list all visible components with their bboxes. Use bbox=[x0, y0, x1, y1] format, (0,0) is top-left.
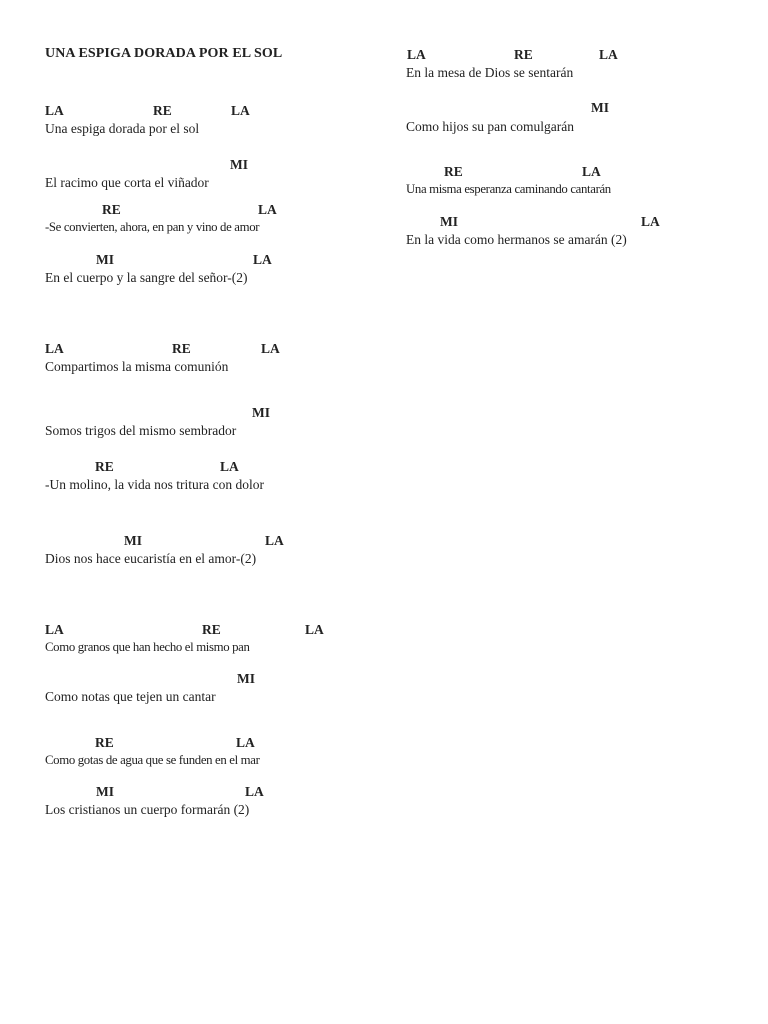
chord: LA bbox=[305, 622, 324, 637]
lyric-line: Una espiga dorada por el sol bbox=[45, 121, 200, 136]
chord: MI bbox=[591, 100, 609, 115]
chord: LA bbox=[258, 202, 277, 217]
chord: LA bbox=[261, 341, 280, 356]
lyric-line: Una misma esperanza caminando cantarán bbox=[406, 182, 611, 196]
chord: LA bbox=[245, 784, 264, 799]
chord: RE bbox=[444, 164, 463, 179]
lyric-line: En la mesa de Dios se sentarán bbox=[406, 65, 574, 80]
chord: RE bbox=[514, 47, 533, 62]
chord: LA bbox=[236, 735, 255, 750]
chord: LA bbox=[231, 103, 250, 118]
chord: LA bbox=[407, 47, 426, 62]
chord: MI bbox=[252, 405, 270, 420]
lyric-line: En la vida como hermanos se amarán (2) bbox=[406, 232, 627, 247]
chord: RE bbox=[153, 103, 172, 118]
chord: MI bbox=[96, 784, 114, 799]
lyric-line: Como notas que tejen un cantar bbox=[45, 689, 216, 704]
lyric-line: Somos trigos del mismo sembrador bbox=[45, 423, 237, 438]
chord: LA bbox=[641, 214, 660, 229]
chord: LA bbox=[220, 459, 239, 474]
lyric-line: El racimo que corta el viñador bbox=[45, 175, 209, 190]
chord: MI bbox=[124, 533, 142, 548]
lyric-line: En el cuerpo y la sangre del señor-(2) bbox=[45, 270, 248, 285]
lyric-line: -Un molino, la vida nos tritura con dolor bbox=[45, 477, 264, 492]
chord: RE bbox=[202, 622, 221, 637]
lyric-line: Compartimos la misma comunión bbox=[45, 359, 229, 374]
chord: LA bbox=[45, 341, 64, 356]
chord: LA bbox=[45, 622, 64, 637]
lyric-line: Como gotas de agua que se funden en el mar bbox=[45, 753, 260, 767]
chord: LA bbox=[253, 252, 272, 267]
chord: LA bbox=[265, 533, 284, 548]
lyric-line: Como hijos su pan comulgarán bbox=[406, 119, 574, 134]
chord: RE bbox=[95, 459, 114, 474]
chord: RE bbox=[172, 341, 191, 356]
chord: RE bbox=[95, 735, 114, 750]
lyric-line: -Se convierten, ahora, en pan y vino de amor bbox=[45, 220, 260, 234]
lyric-line: Los cristianos un cuerpo formarán (2) bbox=[45, 802, 250, 817]
chord: LA bbox=[599, 47, 618, 62]
lyric-line: Dios nos hace eucaristía en el amor-(2) bbox=[45, 551, 257, 566]
lyric-line: Como granos que han hecho el mismo pan bbox=[45, 640, 250, 654]
chord: RE bbox=[102, 202, 121, 217]
song-title: UNA ESPIGA DORADA POR EL SOL bbox=[45, 46, 283, 61]
chord: MI bbox=[96, 252, 114, 267]
chord: MI bbox=[237, 671, 255, 686]
chord: MI bbox=[230, 157, 248, 172]
chord: LA bbox=[582, 164, 601, 179]
chord: LA bbox=[45, 103, 64, 118]
chord: MI bbox=[440, 214, 458, 229]
